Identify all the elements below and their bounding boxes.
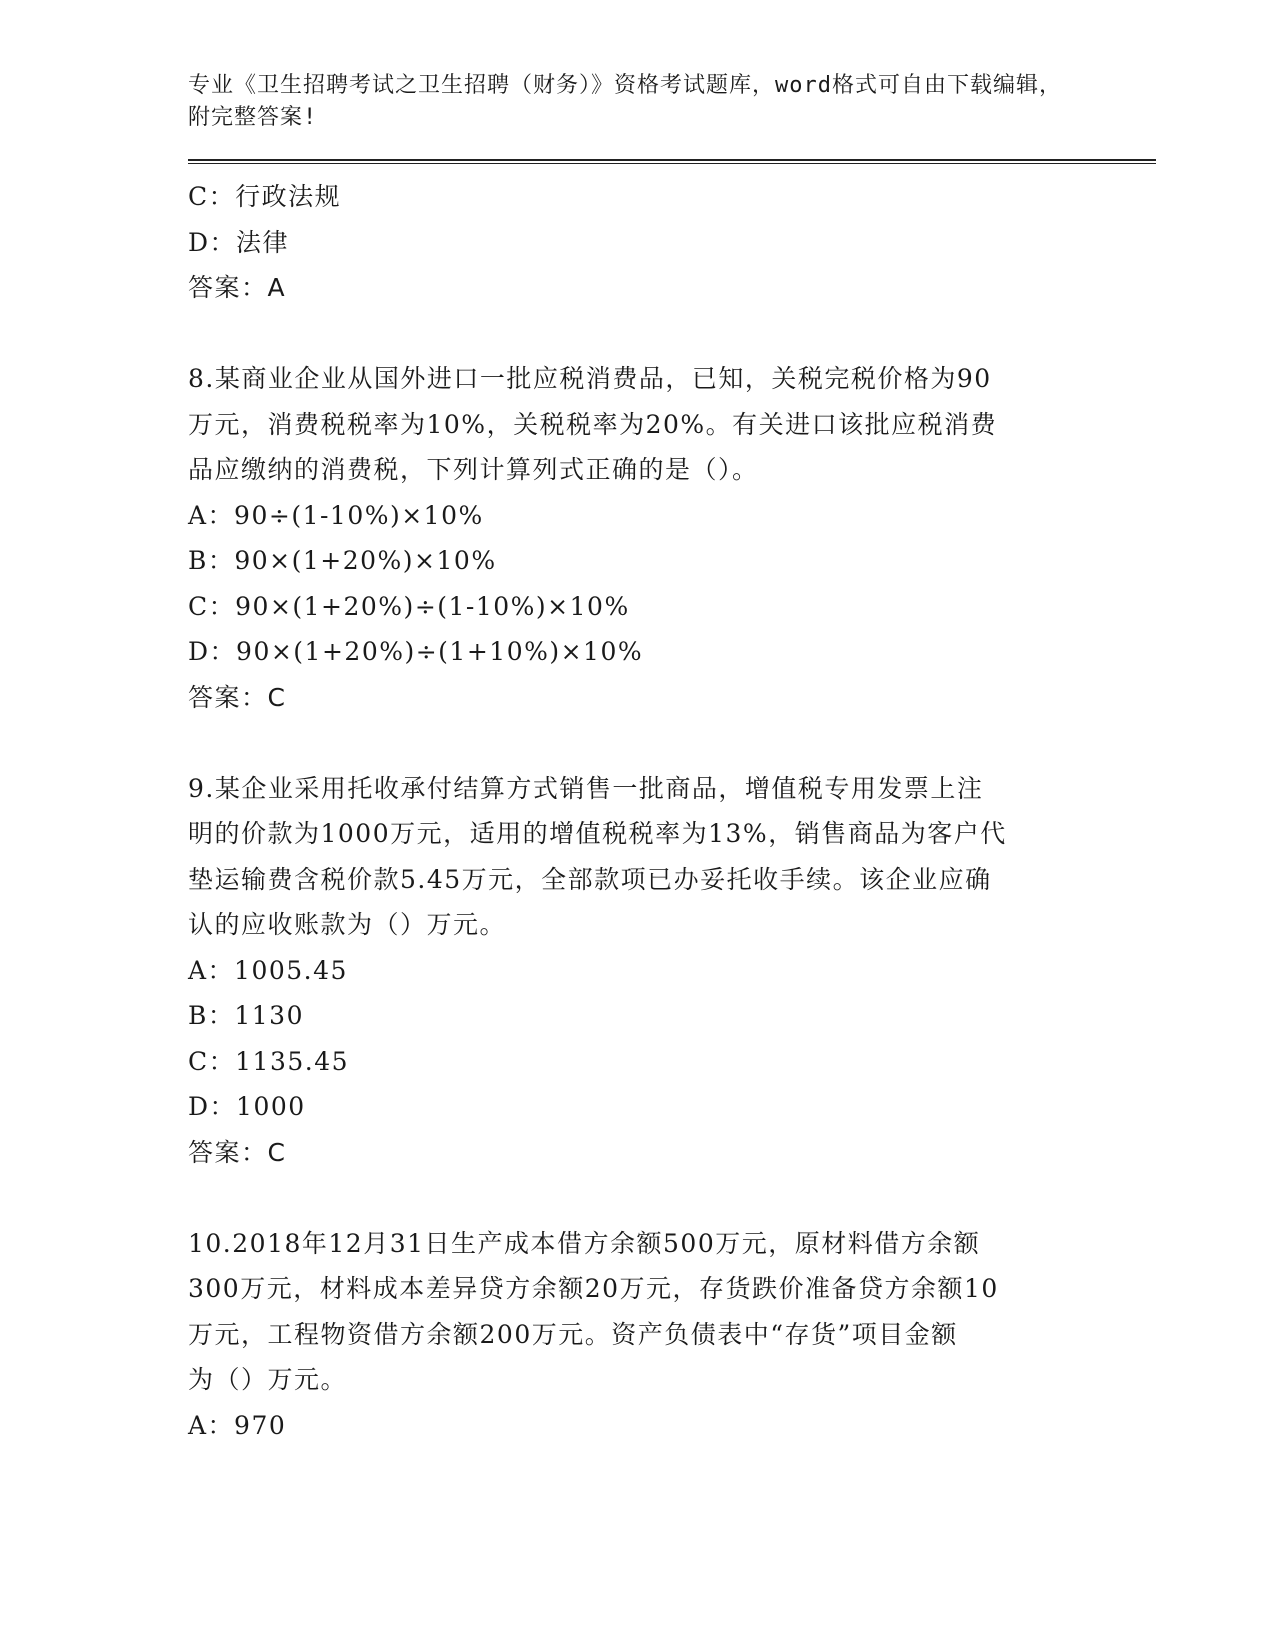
spacer — [188, 311, 1088, 357]
question-8 — [188, 356, 1088, 720]
option-d: D：法律 — [188, 227, 290, 257]
question-text-line: 万元，消费税税率为10%，关税税率为20%。有关进口该批应税消费 — [188, 409, 998, 439]
question-text-line: 10.2018年12月31日生产成本借方余额500万元，原材料借方余额 — [188, 1228, 981, 1258]
question-text-line: 垫运输费含税价款5.45万元，全部款项已办妥托收手续。该企业应确 — [188, 864, 992, 894]
option-a: A：970 — [188, 1410, 287, 1440]
answer-line: 答案：C — [188, 1137, 287, 1167]
option-b: B：1130 — [188, 1001, 304, 1030]
question-text-line: 8.某商业企业从国外进口一批应税消费品，已知，关税完税价格为90 — [188, 364, 992, 393]
document-body — [188, 174, 1088, 1448]
question-text-line: 万元，工程物资借方余额200万元。资产负债表中“存货”项目金额 — [188, 1319, 958, 1349]
spacer — [188, 1175, 1088, 1221]
header-divider — [188, 159, 1156, 164]
question-text-line: 为（）万元。 — [188, 1365, 348, 1394]
option-c: C：1135.45 — [188, 1046, 350, 1076]
option-a: A：1005.45 — [188, 955, 348, 985]
option-c: C：90×(1+20%)÷(1-10%)×10% — [188, 591, 630, 621]
spacer — [188, 720, 1088, 766]
option-b: B：90×(1+20%)×10% — [188, 546, 497, 575]
option-c: C：行政法规 — [188, 182, 342, 211]
answer-line: 答案：A — [188, 273, 287, 302]
document-header: 专业《卫生招聘考试之卫生招聘（财务）》资格考试题库，word格式可自由下载编辑，附完整答案! — [188, 73, 1062, 130]
question-text-line: 300万元，材料成本差异贷方余额20万元，存货跌价准备贷方余额10 — [188, 1274, 999, 1303]
answer-line: 答案：C — [188, 682, 287, 712]
question-9 — [188, 766, 1088, 1176]
question-text-line: 明的价款为1000万元，适用的增值税税率为13%，销售商品为客户代 — [188, 819, 1007, 848]
document-page — [188, 70, 1088, 1448]
option-d: D：90×(1+20%)÷(1+10%)×10% — [188, 637, 644, 666]
question-text-line: 9.某企业采用托收承付结算方式销售一批商品，增值税专用发票上注 — [188, 773, 984, 803]
option-d: D：1000 — [188, 1092, 306, 1121]
question-10 — [188, 1221, 1088, 1449]
option-a: A：90÷(1-10%)×10% — [188, 500, 484, 530]
question-text-line: 品应缴纳的消费税，下列计算列式正确的是（）。 — [188, 455, 759, 484]
question-text-line: 认的应收账款为（）万元。 — [188, 910, 507, 939]
